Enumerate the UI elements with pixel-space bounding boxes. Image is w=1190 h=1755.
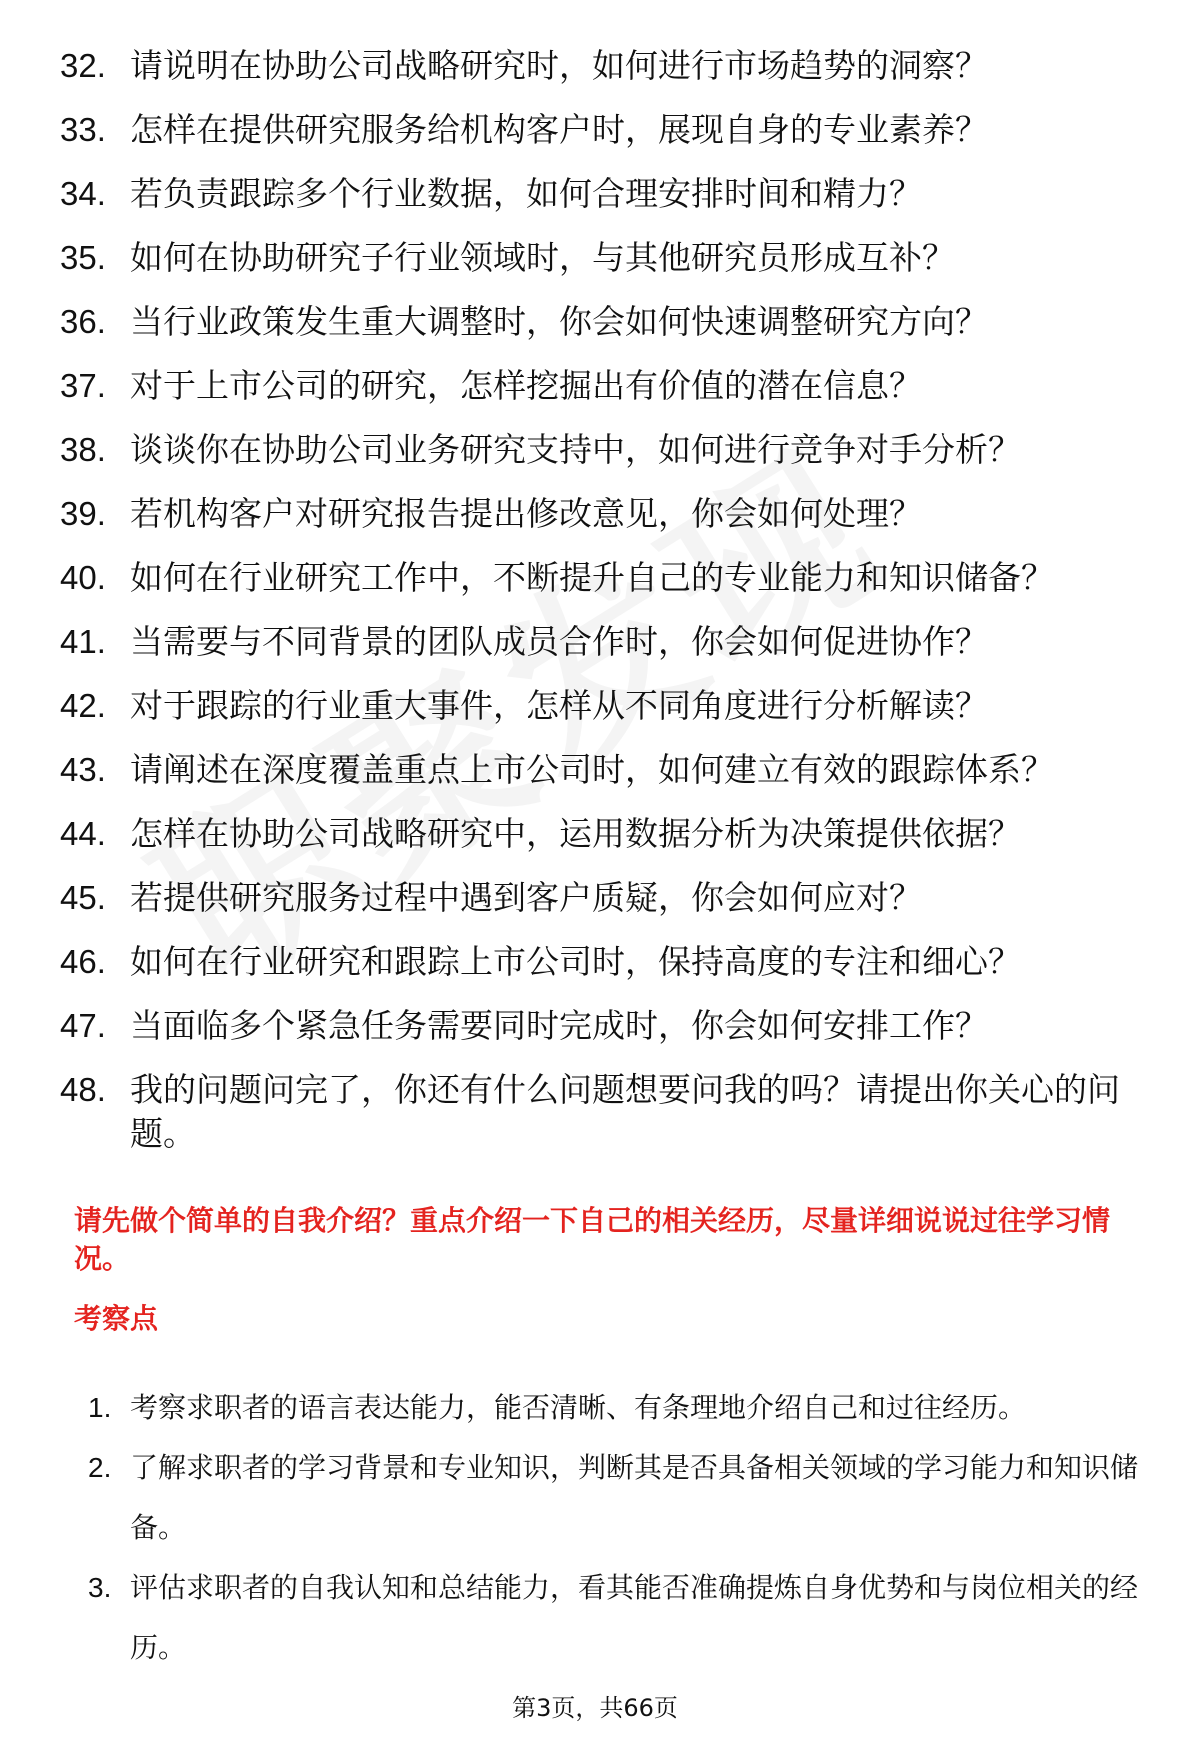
point-number: 2. [88,1452,112,1483]
list-item [60,748,1160,792]
question-text: 请阐述在深度覆盖重点上市公司时，如何建立有效的跟踪体系？ [130,750,1054,789]
question-number: 44. [60,815,106,852]
question-text: 怎样在提供研究服务给机构客户时，展现自身的专业素养？ [130,110,988,149]
question-number: 32. [60,47,106,84]
question-text: 如何在行业研究和跟踪上市公司时，保持高度的专注和细心？ [130,942,1021,981]
question-number: 37. [60,367,106,404]
list-item [88,1438,1168,1558]
question-number: 40. [60,559,106,596]
question-number: 35. [60,239,106,276]
list-item [60,620,1160,664]
list-item [60,876,1160,920]
list-item [60,44,1160,88]
list-item [60,172,1160,216]
question-text: 若提供研究服务过程中遇到客户质疑，你会如何应对？ [130,878,922,917]
question-number: 47. [60,1007,106,1044]
question-text: 当面临多个紧急任务需要同时完成时，你会如何安排工作？ [130,1006,988,1045]
question-number: 43. [60,751,106,788]
section-label: 考察点 [74,1302,159,1335]
question-number: 36. [60,303,106,340]
question-text: 如何在协助研究子行业领域时，与其他研究员形成互补？ [130,238,955,277]
point-text: 考察求职者的语言表达能力，能否清晰、有条理地介绍自己和过往经历。 [130,1391,1027,1424]
question-text: 当需要与不同背景的团队成员合作时，你会如何促进协作？ [130,622,988,661]
list-item [60,364,1160,408]
list-item [60,812,1160,856]
question-number: 48. [60,1071,106,1108]
list-item [60,556,1160,600]
question-text: 若负责跟踪多个行业数据，如何合理安排时间和精力？ [130,174,922,213]
list-item [60,684,1160,728]
question-text: 当行业政策发生重大调整时，你会如何快速调整研究方向？ [130,302,988,341]
list-item [60,1068,1160,1156]
list-item [60,300,1160,344]
question-number: 34. [60,175,106,212]
question-number: 46. [60,943,106,980]
list-item [88,1558,1168,1678]
question-text: 我的问题问完了，你还有什么问题想要问我的吗？请提出你关心的问题。 [130,1070,1120,1153]
list-item [88,1378,1168,1438]
question-number: 39. [60,495,106,532]
question-number: 38. [60,431,106,468]
question-text: 对于跟踪的行业重大事件，怎样从不同角度进行分析解读？ [130,686,988,725]
question-number: 45. [60,879,106,916]
point-text: 了解求职者的学习背景和专业知识，判断其是否具备相关领域的学习能力和知识储备。 [130,1451,1139,1544]
question-number: 41. [60,623,106,660]
question-text: 谈谈你在协助公司业务研究支持中，如何进行竞争对手分析？ [130,430,1021,469]
assessment-points-list [88,1378,1168,1678]
question-list [60,44,1160,1176]
question-text: 如何在行业研究工作中，不断提升自己的专业能力和知识储备？ [130,558,1054,597]
question-text: 请说明在协助公司战略研究时，如何进行市场趋势的洞察？ [130,46,988,85]
question-number: 42. [60,687,106,724]
list-item [60,1004,1160,1048]
point-text: 评估求职者的自我认知和总结能力，看其能否准确提炼自身优势和与岗位相关的经历。 [130,1571,1139,1664]
list-item [60,492,1160,536]
list-item [60,428,1160,472]
interview-question-heading: 请先做个简单的自我介绍？重点介绍一下自己的相关经历，尽量详细说说过往学习情况。 [74,1204,1111,1275]
question-number: 33. [60,111,106,148]
list-item [60,940,1160,984]
point-number: 1. [88,1392,112,1423]
question-text: 怎样在协助公司战略研究中，运用数据分析为决策提供依据？ [130,814,1021,853]
page-footer: 第3页，共66页 [512,1694,678,1722]
question-text: 若机构客户对研究报告提出修改意见，你会如何处理？ [130,494,922,533]
question-text: 对于上市公司的研究，怎样挖掘出有价值的潜在信息？ [130,366,922,405]
list-item [60,236,1160,280]
list-item [60,108,1160,152]
point-number: 3. [88,1572,112,1603]
